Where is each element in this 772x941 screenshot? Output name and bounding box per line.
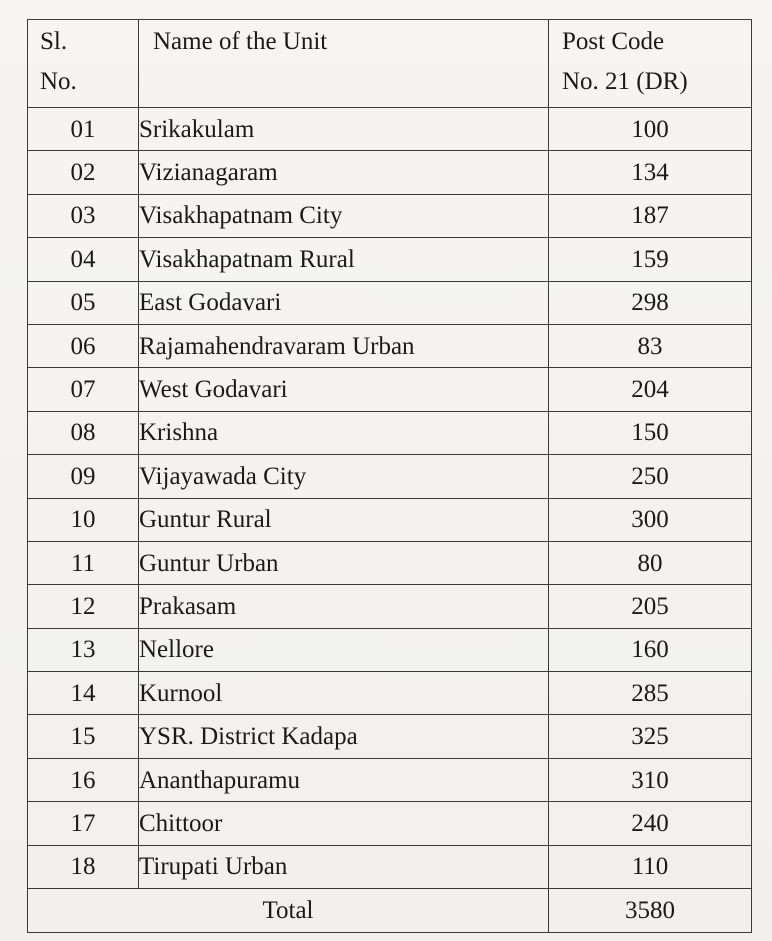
table-row [28,151,752,194]
table-row [28,845,752,888]
table-header-row [28,20,752,108]
row-sl-no: 18 [28,845,139,888]
row-sl-no: 03 [28,194,139,237]
row-sl-no: 01 [28,108,139,151]
row-unit-name: Rajamahendravaram Urban [139,324,549,367]
table-row [28,108,752,151]
row-sl-no: 17 [28,802,139,845]
header-unit-name: Name of the Unit [139,20,549,108]
table-row [28,455,752,498]
row-post-count: 83 [549,324,752,367]
table-row [28,281,752,324]
table-row [28,585,752,628]
table-row [28,628,752,671]
units-post-table [27,19,752,933]
table-row [28,541,752,584]
table-row [28,238,752,281]
table-row [28,802,752,845]
row-unit-name: Vijayawada City [139,455,549,498]
header-post-code [549,20,752,108]
table-row [28,758,752,801]
row-unit-name: Guntur Rural [139,498,549,541]
row-post-count: 134 [549,151,752,194]
row-unit-name: Tirupati Urban [139,845,549,888]
table-total-row [28,889,752,933]
row-sl-no: 12 [28,585,139,628]
row-sl-no: 05 [28,281,139,324]
row-post-count: 298 [549,281,752,324]
row-sl-no: 11 [28,541,139,584]
table-row [28,715,752,758]
total-label: Total [28,889,549,933]
row-unit-name: Kurnool [139,672,549,715]
row-unit-name: Visakhapatnam City [139,194,549,237]
row-sl-no: 10 [28,498,139,541]
row-post-count: 150 [549,411,752,454]
row-sl-no: 14 [28,672,139,715]
row-sl-no: 08 [28,411,139,454]
row-post-count: 325 [549,715,752,758]
row-post-count: 240 [549,802,752,845]
row-post-count: 100 [549,108,752,151]
header-post-line1: Post Code [562,28,665,55]
row-unit-name: Chittoor [139,802,549,845]
row-post-count: 300 [549,498,752,541]
total-value: 3580 [549,889,752,933]
row-post-count: 285 [549,672,752,715]
row-sl-no: 09 [28,455,139,498]
row-unit-name: Ananthapuramu [139,758,549,801]
row-unit-name: Vizianagaram [139,151,549,194]
row-sl-no: 06 [28,324,139,367]
header-sl-no [28,20,139,108]
row-post-count: 187 [549,194,752,237]
row-unit-name: Visakhapatnam Rural [139,238,549,281]
row-unit-name: East Godavari [139,281,549,324]
header-post-line2: No. 21 (DR) [562,68,688,95]
row-unit-name: Guntur Urban [139,541,549,584]
row-post-count: 160 [549,628,752,671]
row-unit-name: Srikakulam [139,108,549,151]
row-unit-name: YSR. District Kadapa [139,715,549,758]
row-post-count: 205 [549,585,752,628]
table-row [28,368,752,411]
row-post-count: 159 [549,238,752,281]
header-sl-line2: No. [40,68,77,95]
row-post-count: 110 [549,845,752,888]
row-post-count: 250 [549,455,752,498]
row-post-count: 80 [549,541,752,584]
row-unit-name: Krishna [139,411,549,454]
row-sl-no: 13 [28,628,139,671]
row-sl-no: 15 [28,715,139,758]
row-sl-no: 02 [28,151,139,194]
header-sl-line1: Sl. [40,28,68,55]
row-unit-name: Prakasam [139,585,549,628]
table-row [28,498,752,541]
table-row [28,672,752,715]
row-post-count: 310 [549,758,752,801]
table-row [28,194,752,237]
row-unit-name: West Godavari [139,368,549,411]
row-post-count: 204 [549,368,752,411]
row-unit-name: Nellore [139,628,549,671]
table-row [28,324,752,367]
table-body [28,108,752,889]
row-sl-no: 07 [28,368,139,411]
table-row [28,411,752,454]
row-sl-no: 04 [28,238,139,281]
row-sl-no: 16 [28,758,139,801]
